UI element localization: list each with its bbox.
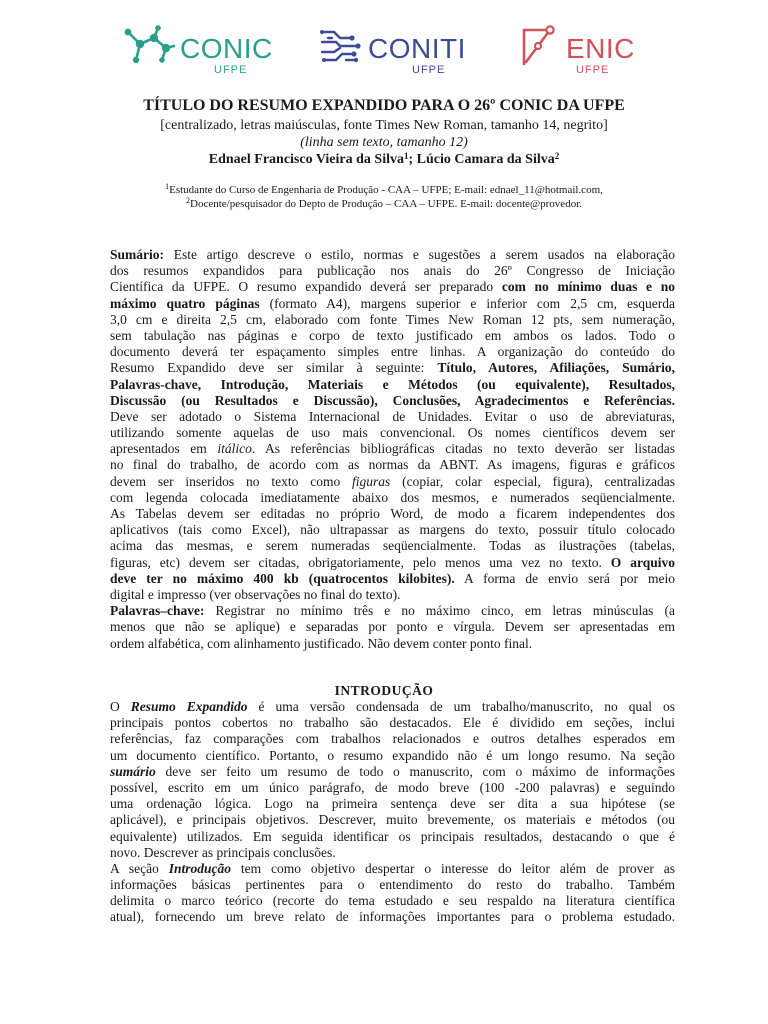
text-run: . As referências bibliográficas citadas no texto deverão ser listadas bbox=[251, 441, 675, 457]
enic-logo-sub: UFPE bbox=[576, 64, 610, 76]
text-run: itálico bbox=[217, 441, 252, 457]
affiliation-2 bbox=[0, 197, 768, 212]
text-line bbox=[110, 587, 675, 603]
text-run: novo. Descrever as principais conclusões. bbox=[110, 844, 336, 860]
text-line bbox=[110, 328, 675, 344]
introduction-heading: INTRODUÇÃO bbox=[334, 683, 434, 698]
text-run: com no mínimo duas e no bbox=[501, 279, 675, 295]
text-run: informações básicas pertinentes para o entendimento do resto do trabalho. Também bbox=[110, 877, 675, 893]
introduction-section bbox=[110, 699, 675, 926]
text-run: atual), fornecendo um breve relato de informações importantes para o problema estudado. bbox=[110, 909, 675, 925]
text-line bbox=[110, 263, 675, 279]
text-run: principais pontos cobertos no trabalho são destacados. Ele é dividido em seções, inclui bbox=[110, 715, 675, 731]
text-run: Sumário: bbox=[110, 247, 164, 262]
text-run: documento deverá ter espaçamento simples entre linhas. A organização do conteúdo do bbox=[110, 344, 675, 360]
text-run: (copiar, colar especial, figura), centralizadas bbox=[390, 473, 675, 489]
text-run: Título, Autores, Afiliações, Sumário, bbox=[437, 360, 675, 376]
text-run: O arquivo bbox=[610, 554, 675, 570]
text-run: máximo quatro páginas bbox=[110, 295, 260, 311]
molecule-icon bbox=[122, 24, 178, 68]
text-line bbox=[110, 877, 675, 893]
text-line bbox=[110, 619, 675, 635]
text-line bbox=[110, 296, 675, 312]
text-run: apresentados em bbox=[110, 441, 218, 457]
text-run: referências, faz comparações com trabalhos relacionados e outros detalhes esperados em bbox=[110, 731, 675, 747]
coniti-logo-sub: UFPE bbox=[412, 64, 446, 76]
author-separator: ; bbox=[408, 152, 417, 167]
text-line bbox=[110, 780, 675, 796]
text-run: sumário bbox=[110, 763, 156, 779]
text-line bbox=[110, 812, 675, 828]
text-run: uma ordenação lógica. Logo na primeira sentença deve ser dita a sua hipótese (se bbox=[110, 796, 675, 812]
text-run: é uma versão condensada de um trabalho/manuscrito, no qual os bbox=[247, 699, 675, 714]
text-run: digital e impresso (ver observações no final do texto). bbox=[110, 586, 401, 602]
summary-section bbox=[110, 247, 675, 652]
text-line bbox=[110, 829, 675, 845]
text-run: Registrar no mínimo três e no máximo cinco, em letras minúsculas (a bbox=[204, 603, 675, 619]
text-line bbox=[110, 522, 675, 538]
text-line bbox=[110, 731, 675, 747]
text-run: deve ter no máximo 400 kb (quatrocentos kilobites). bbox=[110, 570, 455, 586]
title-format-note: [centralizado, letras maiúsculas, fonte Times New Roman, tamanho 14, negrito] bbox=[160, 118, 608, 133]
text-run: figuras, etc) devem ser citadas, obrigatoriamente, pelo menos uma vez no texto. bbox=[110, 554, 611, 570]
author-1-mark: 1 bbox=[403, 151, 409, 161]
text-run: ordem alfabética, com alinhamento justificado. Não devem conter ponto final. bbox=[110, 635, 533, 651]
text-line bbox=[110, 699, 675, 715]
text-line bbox=[110, 441, 675, 457]
text-run: Introdução bbox=[168, 860, 232, 876]
text-line bbox=[110, 393, 675, 409]
text-run: Este artigo descreve o estilo, normas e sugestões a serem usados na elaboração bbox=[164, 247, 675, 262]
text-run: A forma de envio será por meio bbox=[454, 570, 675, 586]
text-line bbox=[110, 909, 675, 925]
text-line bbox=[110, 457, 675, 473]
text-line bbox=[110, 636, 675, 652]
text-line bbox=[110, 506, 675, 522]
text-run: figuras bbox=[352, 473, 391, 489]
text-line bbox=[110, 377, 675, 393]
text-run: A seção bbox=[110, 860, 169, 876]
text-line bbox=[110, 748, 675, 764]
text-line bbox=[110, 490, 675, 506]
text-line bbox=[110, 344, 675, 360]
text-run: no final do trabalho, de acordo com as normas da ABNT. As imagens, figuras e gráficos bbox=[110, 457, 675, 473]
text-run: Palavras–chave: bbox=[110, 603, 205, 619]
authors-line bbox=[0, 151, 768, 169]
text-run: menos que não se aplique) e separadas por ponto e vírgula. Devem ser apresentadas em bbox=[110, 619, 675, 635]
text-run: Deve ser adotado o Sistema Internacional de Unidades. Evitar o uso de abreviaturas, bbox=[110, 408, 675, 424]
text-line bbox=[110, 425, 675, 441]
affiliation-2-text: Docente/pesquisador do Depto de Produção – CAA – UFPE. E-mail: docente@provedor. bbox=[190, 198, 582, 210]
text-line bbox=[110, 715, 675, 731]
text-line bbox=[110, 603, 675, 619]
event-logos bbox=[0, 22, 768, 82]
text-line bbox=[110, 571, 675, 587]
text-run: utilizando somente aquelas de uso mais convencional. Os nomes científicos devem ser bbox=[110, 425, 675, 441]
affiliation-2-mark: 2 bbox=[186, 196, 190, 205]
text-run: Palavras-chave, Introdução, Materiais e Métodos (ou equivalente), Resultados, bbox=[110, 376, 675, 392]
text-run: deve ser feito um resumo de todo o manuscrito, com o máximo de informações bbox=[155, 763, 675, 779]
text-run: dos resumos expandidos para publicação nos anais do 26º Congresso de Iniciação bbox=[110, 263, 675, 279]
text-line bbox=[110, 247, 675, 263]
text-run: aplicativos (tais como Excel), não ultrapassar as margens do texto, possuir título colocado bbox=[110, 522, 675, 538]
author-2: Lúcio Camara da Silva bbox=[416, 152, 555, 167]
text-line bbox=[110, 279, 675, 295]
author-1: Ednael Francisco Vieira da Silva bbox=[208, 152, 404, 167]
conic-logo-sub: UFPE bbox=[214, 64, 248, 76]
document-title: TÍTULO DO RESUMO EXPANDIDO PARA O 26º CONIC DA UFPE bbox=[143, 97, 625, 114]
title-spacing-note: (linha sem texto, tamanho 12) bbox=[300, 135, 468, 150]
text-line bbox=[110, 861, 675, 877]
text-line bbox=[110, 893, 675, 909]
text-run: 3,0 cm e direita 2,5 cm, elaborado com fonte Times New Roman 12 pts, sem numeração, bbox=[110, 311, 675, 327]
text-line bbox=[110, 538, 675, 554]
text-run: O bbox=[110, 699, 131, 714]
text-run: Científica da UFPE. O resumo expandido deverá ser preparado bbox=[110, 279, 502, 295]
text-line bbox=[110, 764, 675, 780]
text-run: aplicável), e principais objetivos. Descrever, muito brevemente, os materiais e métodos (ou bbox=[110, 812, 675, 828]
text-run: Resumo Expandido bbox=[130, 699, 248, 714]
text-run: equivalente) utilizados. Em seguida identificar os principais resultados, destacando o que é bbox=[110, 828, 675, 844]
text-run: um documento científico. Portanto, o resumo expandido não é um longo resumo. Na seção bbox=[110, 747, 675, 763]
text-run: sem tabulação nas páginas e corpo de texto justificado em ambos os lados. Todo o bbox=[110, 327, 675, 343]
text-run: possível, escrito em um único parágrafo, de modo breve (100 -200 palavras) e seguindo bbox=[110, 779, 675, 795]
affiliation-1-text: Estudante do Curso de Engenharia de Produção - CAA – UFPE; E-mail: ednael_11@hotmail.com, bbox=[169, 184, 603, 196]
affiliation-1 bbox=[0, 183, 768, 198]
text-line bbox=[110, 474, 675, 490]
text-line bbox=[110, 845, 675, 861]
text-run: tem como objetivo despertar o interesse do leitor além de prover as bbox=[231, 860, 675, 876]
triangle-nodes-icon bbox=[518, 24, 564, 70]
text-run: As Tabelas devem ser editadas no próprio Word, de modo a ficarem independentes dos bbox=[110, 506, 675, 521]
coniti-logo-name: CONITI bbox=[368, 33, 466, 64]
text-run: Discussão (ou Resultados e Discussão), Conclusões, Agradecimentos e Referências. bbox=[110, 392, 675, 408]
conic-logo-name: CONIC bbox=[180, 33, 273, 64]
text-line bbox=[110, 312, 675, 328]
text-run: Resumo Expandido deve ser similar à seguinte: bbox=[110, 360, 438, 376]
affiliation-1-mark: 1 bbox=[165, 182, 170, 191]
text-line bbox=[110, 796, 675, 812]
text-run: (formato A4), margens superior e inferior com 2,5 cm, esquerda bbox=[259, 295, 675, 311]
text-run: devem ser inseridos no texto como bbox=[110, 473, 353, 489]
text-line bbox=[110, 409, 675, 425]
text-line bbox=[110, 360, 675, 376]
enic-logo-name: ENIC bbox=[566, 33, 635, 64]
text-run: delimita o marco teórico (recorte do tema estudado e seu respaldo na literatura científica bbox=[110, 893, 675, 909]
text-line bbox=[110, 555, 675, 571]
author-2-mark: 2 bbox=[554, 151, 560, 161]
text-run: acima das mesmas, e serem numeradas seqüencialmente. Todas as ilustrações (tabelas, bbox=[110, 538, 675, 554]
text-run: com legenda colocada imediatamente abaixo dos mesmos, e numerados seqüencialmente. bbox=[110, 489, 675, 505]
circuit-icon bbox=[318, 24, 364, 68]
